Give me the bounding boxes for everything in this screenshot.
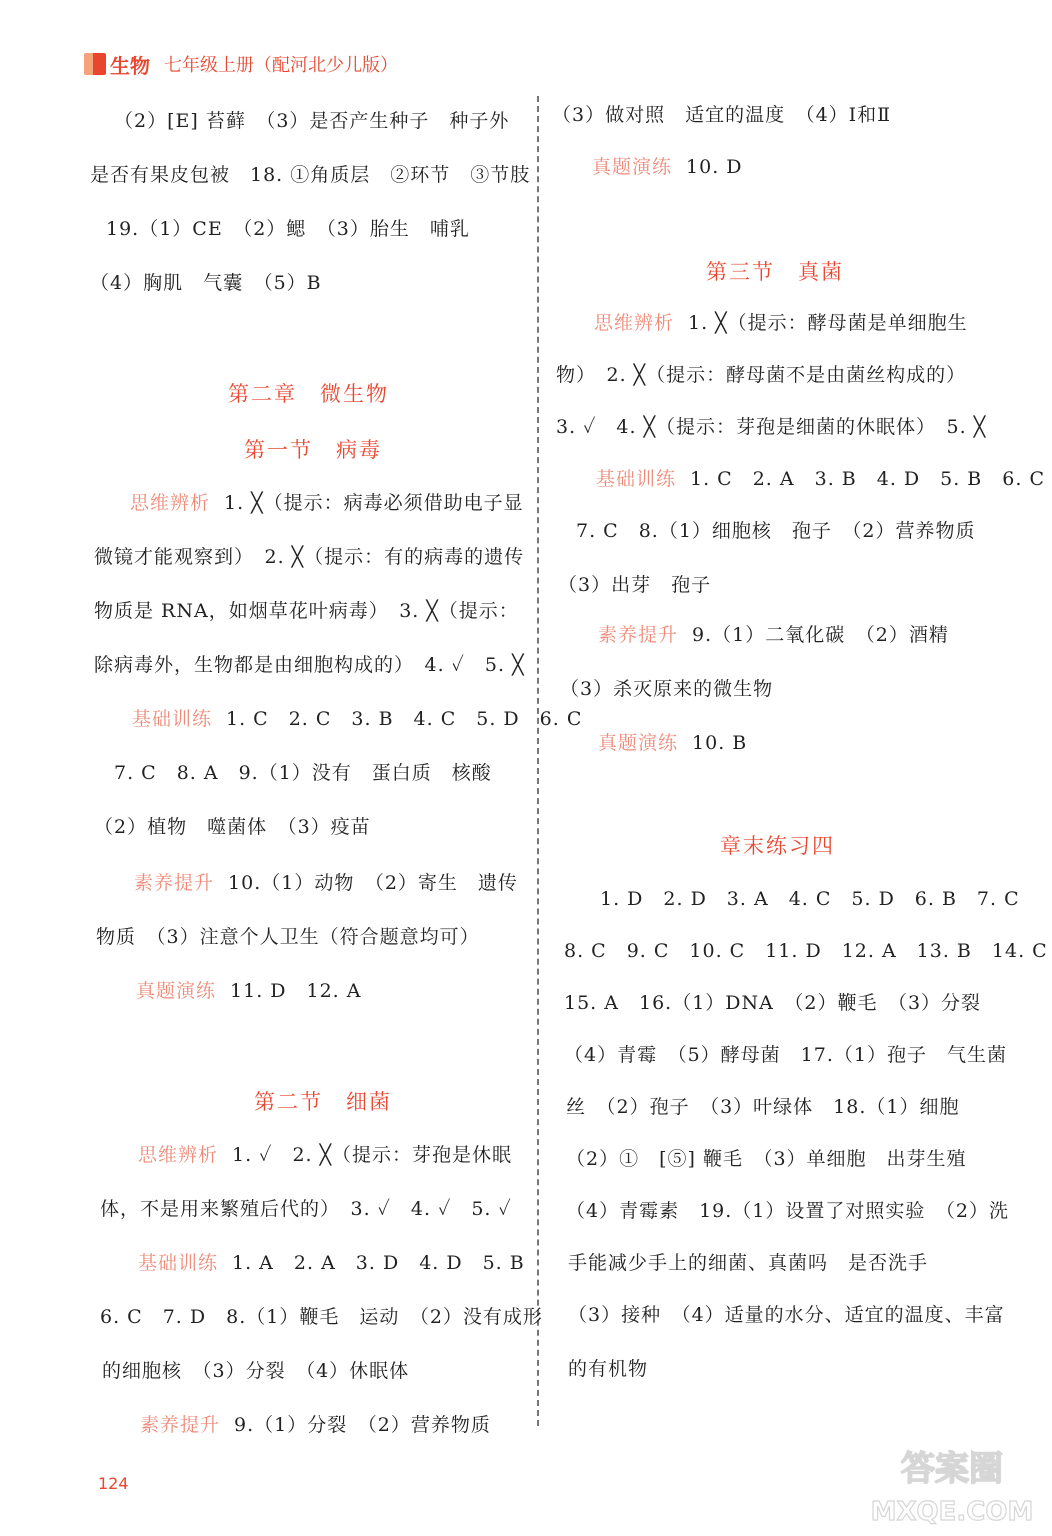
label-thinking: 思维辨析 — [130, 492, 211, 514]
watermark-text: 答案圈 — [901, 1449, 1003, 1489]
answer-line — [594, 308, 968, 335]
answer-line: （3）接种 （4）适量的水分、适宜的温度、丰富 — [568, 1304, 1005, 1326]
answer-line — [140, 1410, 491, 1437]
chapter-review-title: 章末练习四 — [720, 834, 835, 858]
answer-text: 9.（1）二氧化碳 （2）酒精 — [692, 624, 949, 646]
answer-text: 1. C 2. A 3. B 4. D 5. B 6. C — [690, 468, 1045, 490]
label-basic: 基础训练 — [138, 1252, 219, 1274]
answer-line: （4）青霉 （5）酵母菌 17.（1）孢子 气生菌 — [564, 1044, 1007, 1066]
answer-text: 10. D — [686, 156, 743, 178]
label-basic: 基础训练 — [132, 708, 213, 730]
answer-text: 10. B — [692, 732, 748, 754]
column-divider — [537, 96, 539, 1426]
section-title: 第二节 细菌 — [254, 1090, 392, 1114]
label-exam: 真题演练 — [592, 156, 673, 178]
answer-line: 物质 （3）注意个人卫生（符合题意均可） — [96, 926, 480, 948]
header-subject: 生物 — [110, 53, 150, 78]
answer-line: 丝 （2）孢子 （3）叶绿体 18.（1）细胞 — [566, 1096, 960, 1118]
watermark-url: MXQE.COM — [870, 1497, 1034, 1527]
answer-line: 物） 2. ╳（提示：酵母菌不是由菌丝构成的） — [556, 364, 967, 386]
answer-line: 是否有果皮包被 18. ①角质层 ②环节 ③节肢 — [90, 164, 531, 186]
answer-line: （2）① [⑤] 鞭毛 （3）单细胞 出芽生殖 — [566, 1148, 967, 1170]
answer-line: 除病毒外，生物都是由细胞构成的） 4. ✓ 5. ╳ — [94, 654, 525, 676]
label-improve: 素养提升 — [598, 624, 679, 646]
answer-line — [132, 704, 582, 731]
answer-line: 的细胞核 （3）分裂 （4）休眠体 — [102, 1360, 410, 1382]
answer-text: 1. ✓ 2. ╳（提示：芽孢是休眠 — [232, 1144, 513, 1166]
answer-line: 7. C 8. A 9.（1）没有 蛋白质 核酸 — [114, 762, 492, 784]
answer-line: 8. C 9. C 10. C 11. D 12. A 13. B 14. C — [564, 940, 1048, 962]
answer-line: （2）[E] 苔藓 （3）是否产生种子 种子外 — [114, 110, 510, 132]
label-thinking: 思维辨析 — [138, 1144, 219, 1166]
page-number: 124 — [98, 1474, 129, 1493]
section-title: 第三节 真菌 — [706, 260, 844, 284]
answer-line: 15. A 16.（1）DNA （2）鞭毛 （3）分裂 — [564, 992, 982, 1014]
answer-line: （4）青霉素 19.（1）设置了对照实验 （2）洗 — [566, 1200, 1009, 1222]
answer-line: 7. C 8.（1）细胞核 孢子 （2）营养物质 — [576, 520, 976, 542]
answer-line: 的有机物 — [568, 1358, 649, 1380]
answer-line: 19.（1）CE （2）鳃 （3）胎生 哺乳 — [106, 218, 470, 240]
answer-line: （3）出芽 孢子 — [558, 574, 712, 596]
answer-text: 1. C 2. C 3. B 4. C 5. D 6. C — [226, 708, 583, 730]
section-title: 第一节 病毒 — [244, 438, 382, 462]
book-logo-icon — [84, 53, 106, 75]
answer-line: 6. C 7. D 8.（1）鞭毛 运动 （2）没有成形 — [100, 1306, 543, 1328]
answer-line: 1. D 2. D 3. A 4. C 5. D 6. B 7. C — [600, 888, 1020, 910]
answer-text: 10.（1）动物 （2）寄生 遗传 — [228, 872, 518, 894]
label-basic: 基础训练 — [596, 468, 677, 490]
answer-line — [138, 1140, 512, 1167]
answer-line: 手能减少手上的细菌、真菌吗 是否洗手 — [568, 1252, 929, 1274]
label-improve: 素养提升 — [134, 872, 215, 894]
answer-line: 微镜才能观察到） 2. ╳（提示：有的病毒的遗传 — [94, 546, 525, 568]
answer-line: 物质是 RNA，如烟草花叶病毒） 3. ╳（提示： — [94, 600, 519, 622]
answer-text: 1. ╳（提示：酵母菌是单细胞生 — [688, 312, 968, 334]
label-thinking: 思维辨析 — [594, 312, 675, 334]
page-header — [84, 50, 398, 78]
answer-text: 11. D 12. A — [230, 980, 362, 1002]
answer-text: 1. A 2. A 3. D 4. D 5. B — [232, 1252, 525, 1274]
answer-line: （2）植物 噬菌体 （3）疫苗 — [94, 816, 371, 838]
answer-line — [136, 976, 361, 1003]
answer-text: 1. ╳（提示：病毒必须借助电子显 — [224, 492, 524, 514]
answer-line — [134, 868, 518, 895]
header-grade: 七年级上册（配河北少儿版） — [164, 55, 398, 76]
answer-line: 体，不是用来繁殖后代的） 3. ✓ 4. ✓ 5. ✓ — [100, 1198, 512, 1220]
answer-line: （4）胸肌 气囊 （5）B — [90, 272, 322, 294]
answer-line: 3. ✓ 4. ╳（提示：芽孢是细菌的休眠体） 5. ╳ — [556, 416, 987, 438]
answer-line — [598, 728, 747, 755]
answer-line — [130, 488, 524, 515]
answer-line: （3）做对照 适宜的温度 （4）Ⅰ和Ⅱ — [552, 104, 892, 126]
answer-line — [592, 152, 743, 179]
label-exam: 真题演练 — [598, 732, 679, 754]
answer-line — [598, 620, 949, 647]
watermark-logo — [870, 1440, 1035, 1528]
answer-line: （3）杀灭原来的微生物 — [560, 678, 774, 700]
answer-text: 9.（1）分裂 （2）营养物质 — [234, 1414, 491, 1436]
label-exam: 真题演练 — [136, 980, 217, 1002]
answer-line — [138, 1248, 525, 1275]
answer-line — [596, 464, 1045, 491]
chapter-title: 第二章 微生物 — [228, 382, 389, 406]
label-improve: 素养提升 — [140, 1414, 221, 1436]
